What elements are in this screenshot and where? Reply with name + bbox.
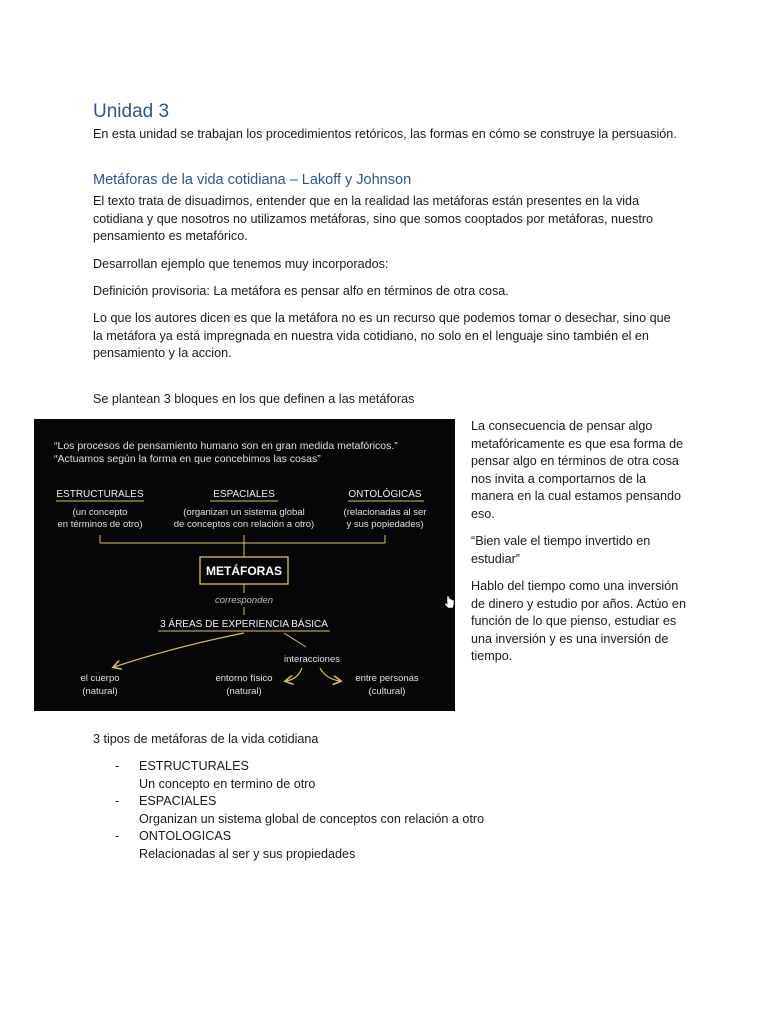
category-desc: (relacionadas al ser bbox=[343, 507, 427, 518]
area-label: (natural) bbox=[82, 686, 118, 697]
category-desc: y sus popiedades) bbox=[346, 519, 424, 530]
list-dash: - bbox=[115, 794, 120, 809]
intro-paragraph: En esta unidad se trabajan los procedimientos retóricos, las formas en cómo se construye la persuasión. bbox=[93, 127, 677, 141]
list-dash: - bbox=[115, 759, 120, 773]
category-title: ONTOLÓGICAS bbox=[348, 489, 422, 500]
category-desc: en términos de otro) bbox=[57, 519, 143, 530]
subheading: Metáforas de la vida cotidiana – Lakoff y Johnson bbox=[93, 172, 412, 188]
heading: Unidad 3 bbox=[93, 101, 170, 122]
areas-label: 3 ÁREAS DE EXPERIENCIA BÁSICA bbox=[160, 619, 328, 630]
list-dash: - bbox=[115, 829, 120, 844]
diagram-quote: “Los procesos de pensamiento humano son en gran medida metafóricos.” bbox=[54, 440, 398, 452]
paragraph: Lo que los autores dicen es que la metáfora no es un recurso que podemos tomar o desechar, sino que la metáfora ya está impregnada en nuestra vida cotidiano, no solo en el lenguaje sino también el en pensamiento y la accion. bbox=[93, 311, 671, 361]
side-paragraph: La consecuencia de pensar algo metafóricamente es que esa forma de pensar algo en términos de otra cosa nos invita a comportarnos de la manera en la cual estamos pensando eso. bbox=[471, 419, 684, 521]
area-label: entre personas bbox=[355, 673, 419, 684]
paragraph: Definición provisoria: La metáfora es pensar alfo en términos de otra cosa. bbox=[93, 284, 509, 298]
side-quote: “Bien vale el tiempo invertido en estudiar” bbox=[471, 534, 651, 566]
category-desc: (un concepto bbox=[72, 507, 128, 518]
category-title: ESPACIALES bbox=[213, 489, 275, 500]
list-item bbox=[115, 793, 484, 828]
list-item-title: ESPACIALES bbox=[139, 794, 217, 809]
types-list bbox=[115, 758, 484, 864]
paragraph: Desarrollan ejemplo que tenemos muy incorporados: bbox=[93, 257, 389, 271]
list-item-desc: Organizan un sistema global de conceptos con relación a otro bbox=[139, 811, 485, 826]
blocks-intro: Se plantean 3 bloques en los que definen a las metáforas bbox=[93, 392, 415, 406]
area-label: entorno físico bbox=[215, 673, 273, 684]
center-label: METÁFORAS bbox=[206, 564, 282, 578]
paragraph: El texto trata de disuadirnos, entender que en la realidad las metáforas están presentes en la vida cotidiana y que nosotros no utilizamos metáforas, sino que somos cooptados por metáforas, nuestro pensamiento es metafórico. bbox=[93, 194, 654, 244]
category-desc: de conceptos con relación a otro) bbox=[173, 519, 315, 530]
category-desc: (organizan un sistema global bbox=[183, 507, 305, 518]
list-item-title: ESTRUCTURALES bbox=[139, 759, 249, 773]
list-item-desc: Un concepto en termino de otro bbox=[139, 776, 316, 791]
list-item-title: ONTOLOGICAS bbox=[139, 829, 232, 844]
metaphor-diagram bbox=[34, 419, 455, 711]
category-title: ESTRUCTURALES bbox=[56, 489, 144, 500]
list-item bbox=[115, 758, 484, 793]
interacciones-label: interacciones bbox=[284, 654, 340, 665]
list-item-desc: Relacionadas al ser y sus propiedades bbox=[139, 846, 356, 861]
types-intro: 3 tipos de metáforas de la vida cotidiana bbox=[93, 732, 319, 746]
side-paragraph: Hablo del tiempo como una inversión de dinero y estudio por años. Actúo en función de lo que pienso, estudiar es una inversión y es una inversión de tiempo. bbox=[471, 579, 686, 664]
corresponden-label: corresponden bbox=[214, 595, 274, 606]
area-label: el cuerpo bbox=[80, 673, 120, 684]
list-item bbox=[115, 828, 484, 863]
area-label: (cultural) bbox=[368, 686, 406, 697]
diagram-quote: “Actuamos según la forma en que concebimos las cosas” bbox=[54, 453, 321, 465]
cursor-hand-icon bbox=[445, 596, 454, 608]
area-label: (natural) bbox=[226, 686, 262, 697]
